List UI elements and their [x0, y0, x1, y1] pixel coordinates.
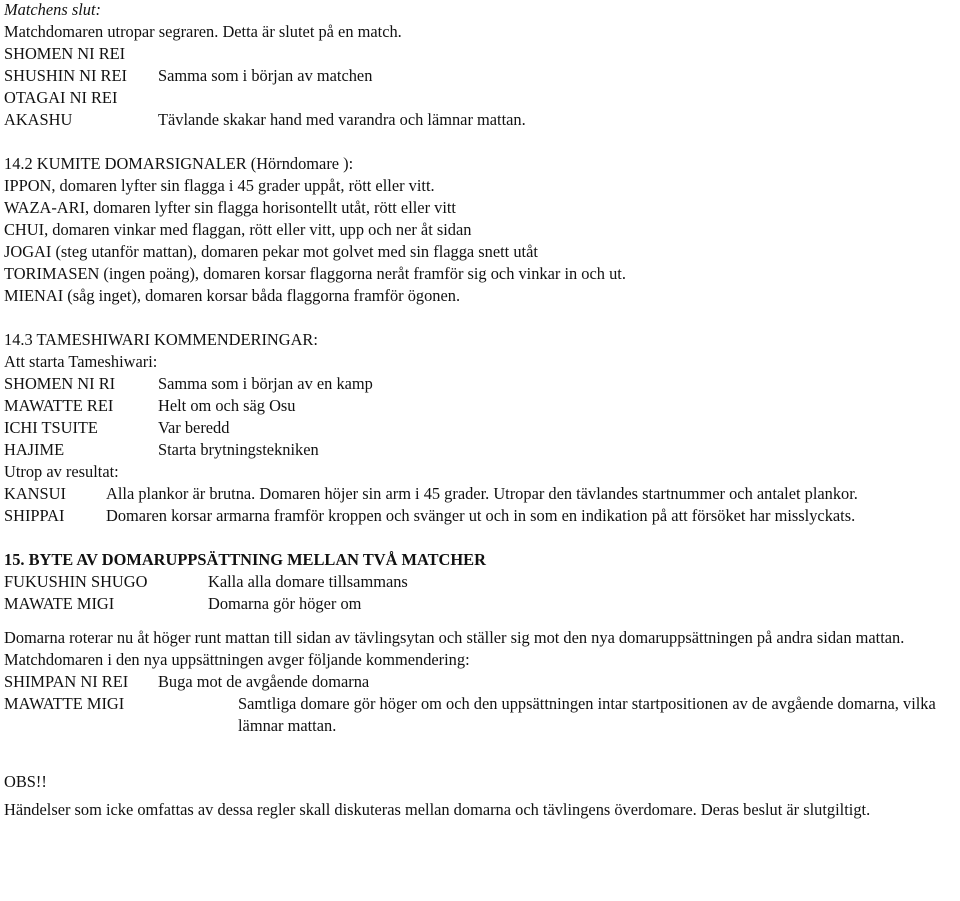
section-heading-tameshiwari: 14.3 TAMESHIWARI KOMMENDERINGAR:: [4, 330, 318, 349]
result-term: KANSUI: [4, 484, 66, 503]
section-heading-byte: 15. BYTE AV DOMARUPPSÄTTNING MELLAN TVÅ MATCHER: [4, 550, 486, 569]
signal-line: JOGAI (steg utanför mattan), domaren pekar mot golvet med sin flagga snett utåt: [4, 242, 538, 261]
command-term: SHOMEN NI REI: [4, 44, 126, 63]
command-term: HAJIME: [4, 440, 65, 459]
command-desc: Domarna gör höger om: [208, 594, 362, 613]
command-desc: Tävlande skakar hand med varandra och lämnar mattan.: [158, 110, 526, 129]
command-row: [4, 373, 956, 395]
command-desc: Buga mot de avgående domarna: [158, 672, 370, 691]
signal-line: IPPON, domaren lyfter sin flagga i 45 grader uppåt, rött eller vitt.: [4, 176, 435, 195]
byte-paragraph: Domarna roterar nu åt höger runt mattan till sidan av tävlingsytan och ställer sig mot den nya domaruppsättningen på andra sidan mattan. Matchdomaren i den nya uppsättningen avger följande kommendering:: [4, 628, 905, 669]
result-row-shippai: [4, 505, 956, 527]
command-desc: Starta brytningstekniken: [158, 440, 319, 459]
result-row-kansui: [4, 483, 956, 505]
command-term: ICHI TSUITE: [4, 418, 98, 437]
command-row: [4, 43, 956, 65]
command-desc: Helt om och säg Osu: [158, 396, 296, 415]
command-row: [4, 87, 956, 109]
command-row: [4, 671, 956, 693]
signal-line: CHUI, domaren vinkar med flaggan, rött eller vitt, upp och ner åt sidan: [4, 220, 472, 239]
section-heading-kumite: 14.2 KUMITE DOMARSIGNALER (Hörndomare ):: [4, 154, 354, 173]
command-row: [4, 571, 956, 593]
signal-line: TORIMASEN (ingen poäng), domaren korsar flaggorna neråt framför sig och vinkar in och ut.: [4, 264, 626, 283]
result-desc: Alla plankor är brutna. Domaren höjer sin arm i 45 grader. Utropar den tävlandes startnummer och antalet plankor.: [106, 484, 858, 503]
matchens-slut-intro: Matchdomaren utropar segraren. Detta är slutet på en match.: [4, 22, 402, 41]
command-term: MAWATTE MIGI: [4, 694, 125, 713]
command-term: MAWATTE REI: [4, 396, 114, 415]
command-desc: Samtliga domare gör höger om och den uppsättningen intar startpositionen av de avgående domarna, vilka lämnar mattan.: [238, 694, 936, 735]
command-row: [4, 417, 956, 439]
command-row: [4, 109, 956, 131]
command-term: OTAGAI NI REI: [4, 88, 118, 107]
obs-text: Händelser som icke omfattas av dessa regler skall diskuteras mellan domarna och tävlingens överdomare. Deras beslut är slutgiltigt.: [4, 800, 871, 819]
command-row: [4, 439, 956, 461]
tameshiwari-start-label: Att starta Tameshiwari:: [4, 352, 158, 371]
command-desc: Samma som i början av matchen: [158, 66, 373, 85]
signal-line: MIENAI (såg inget), domaren korsar båda flaggorna framför ögonen.: [4, 286, 461, 305]
command-term: MAWATE MIGI: [4, 594, 115, 613]
command-desc: Var beredd: [158, 418, 230, 437]
command-row: [4, 65, 956, 87]
command-row: [4, 395, 956, 417]
tameshiwari-result-label: Utrop av resultat:: [4, 462, 119, 481]
command-term: FUKUSHIN SHUGO: [4, 572, 148, 591]
document-page: [4, 0, 956, 821]
result-term: SHIPPAI: [4, 506, 65, 525]
command-term: SHUSHIN NI REI: [4, 66, 127, 85]
obs-label: OBS!!: [4, 772, 47, 791]
command-desc: Samma som i början av en kamp: [158, 374, 373, 393]
result-desc: Domaren korsar armarna framför kroppen och svänger ut och in som en indikation på att försöket har misslyckats.: [106, 506, 856, 525]
command-term: SHOMEN NI RI: [4, 374, 116, 393]
command-row: [4, 593, 956, 615]
section-heading-matchens-slut: Matchens slut:: [4, 0, 101, 19]
signal-line: WAZA-ARI, domaren lyfter sin flagga horisontellt utåt, rött eller vitt: [4, 198, 456, 217]
command-term: SHIMPAN NI REI: [4, 672, 129, 691]
command-desc: Kalla alla domare tillsammans: [208, 572, 408, 591]
command-term: AKASHU: [4, 110, 73, 129]
command-row-hanging: [4, 693, 956, 737]
